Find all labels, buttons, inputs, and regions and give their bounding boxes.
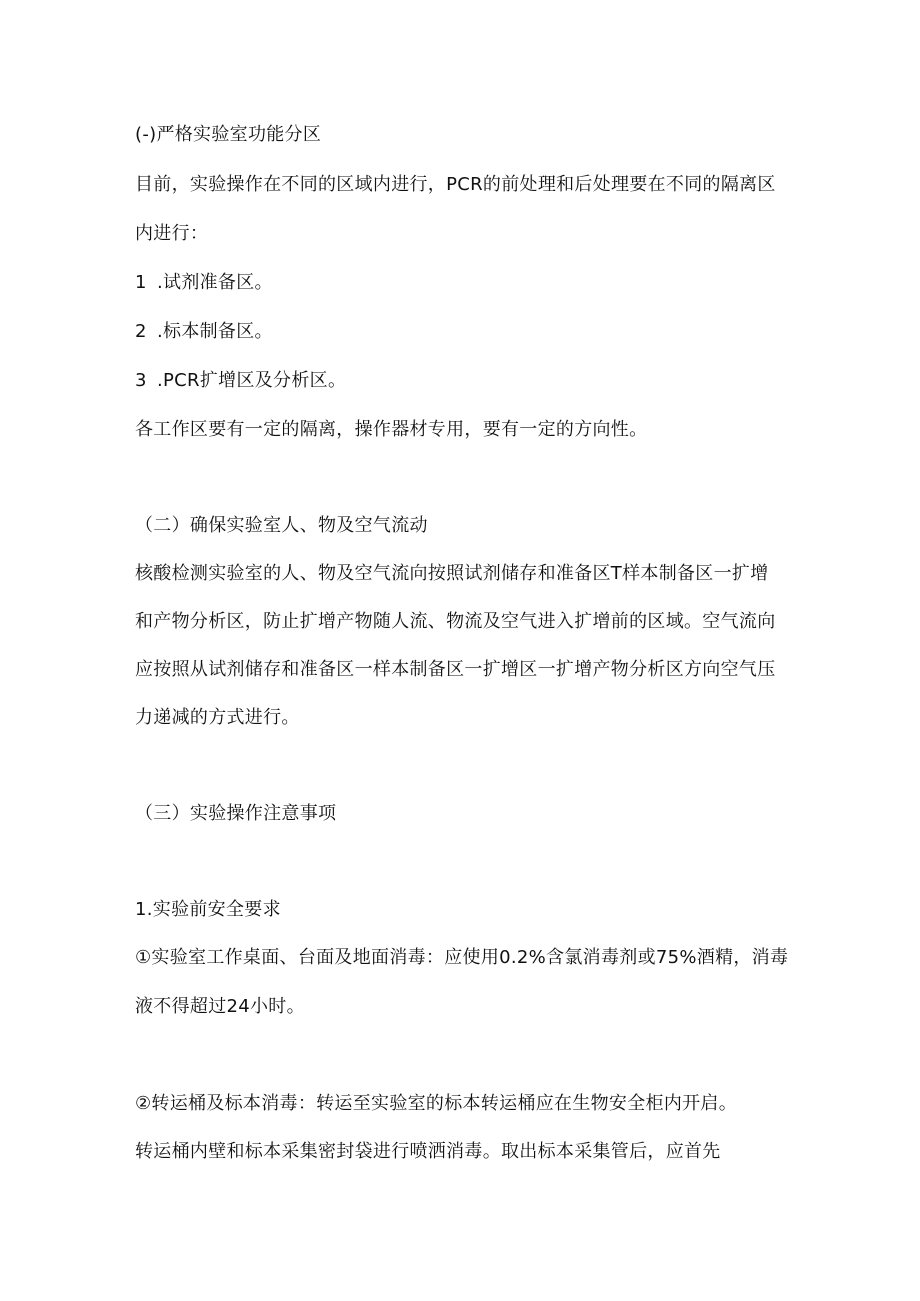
list-item-3 (135, 370, 795, 392)
section2-para-line2: 和产物分析区，防止扩增产物随人流、物流及空气进入扩增前的区域。空气流向 (135, 611, 776, 632)
section1-intro-line1: 目前，实验操作在不同的区域内进行，PCR的前处理和后处理要在不同的隔离区 (135, 174, 776, 195)
list-item-text: .试剂准备区。 (157, 272, 273, 293)
section3-subheading: 1.实验前安全要求 (135, 899, 281, 920)
section2-para-line4: 力递减的方式进行。 (135, 707, 300, 728)
section3-p2-line2: 转运桶内壁和标本采集密封袋进行喷洒消毒。取出标本采集管后，应首先 (135, 1141, 721, 1162)
section2-para-line3: 应按照从试剂储存和准备区一样本制备区一扩增区一扩增产物分析区方向空气压 (135, 659, 776, 680)
list-item-text: .PCR扩增区及分析区。 (157, 370, 347, 391)
list-item-text: .标本制备区。 (157, 321, 273, 342)
section1-heading: (-)严格实验室功能分区 (135, 124, 322, 145)
list-item-number: 3 (135, 370, 147, 391)
section2-para-line1: 核酸检测实验室的人、物及空气流向按照试剂储存和准备区T样本制备区一扩增 (135, 563, 769, 584)
section3-heading: （三）实验操作注意事项 (135, 803, 337, 824)
section1-note: 各工作区要有一定的隔离，操作器材专用，要有一定的方向性。 (135, 419, 648, 440)
list-item-1 (135, 272, 795, 294)
section2-heading: （二）确保实验室人、物及空气流动 (135, 515, 428, 536)
section3-p2-line1: ②转运桶及标本消毒：转运至实验室的标本转运桶应在生物安全柜内开启。 (135, 1093, 738, 1114)
list-item-2 (135, 321, 795, 343)
section3-p1-line2: 液不得超过24小时。 (135, 996, 305, 1017)
list-item-number: 1 (135, 272, 147, 293)
section3-p1-line1: ①实验室工作桌面、台面及地面消毒：应使用0.2%含氯消毒剂或75%酒精，消毒 (135, 947, 789, 968)
section1-intro-line2: 内进行： (135, 223, 209, 244)
list-item-number: 2 (135, 321, 147, 342)
